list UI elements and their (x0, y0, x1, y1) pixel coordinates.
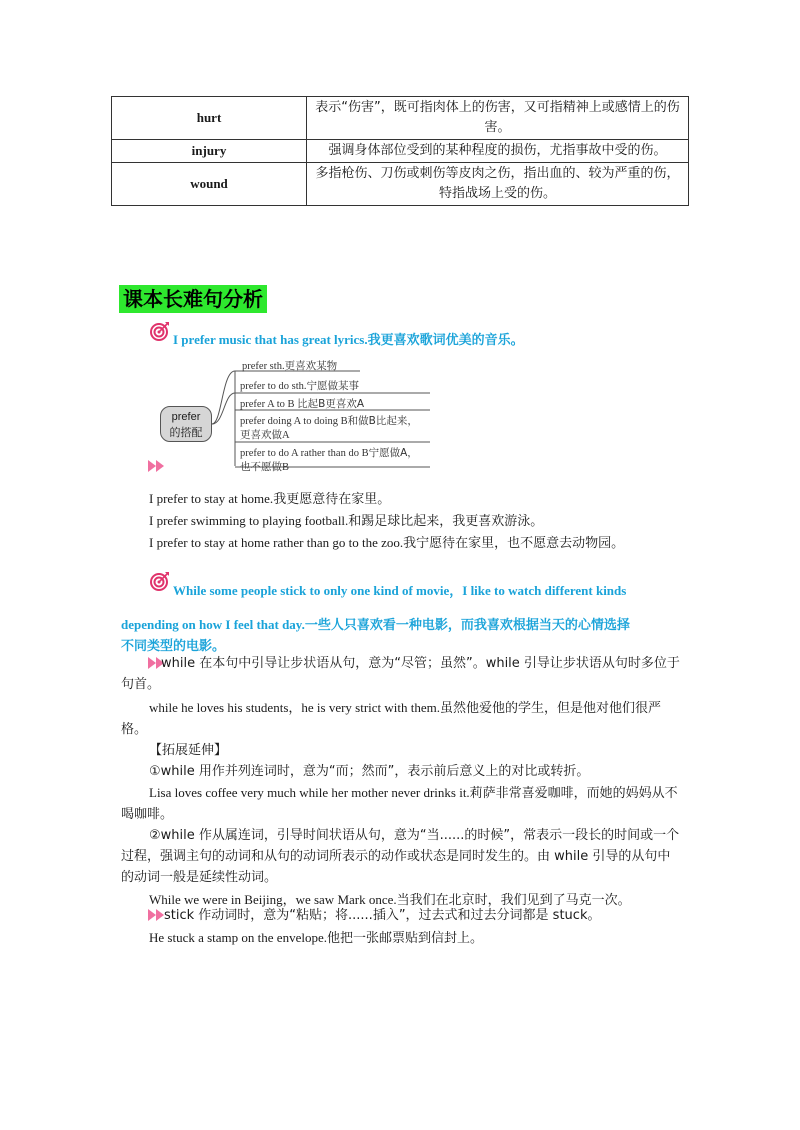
sentence-2-cn: 一些人只喜欢看一种电影，而我喜欢根据当天的心情选择 (304, 618, 630, 633)
double-arrow-icon (148, 460, 166, 472)
center-line-2: 的搭配 (169, 426, 203, 439)
branch-en: prefer doing A to doing B (240, 416, 348, 427)
branch-cn: 比起B更喜欢A (297, 398, 365, 410)
while-example: while he loves his students，he is very strict with them.虽然他爱他的学生，但是他对他们很严格。 (121, 700, 662, 736)
example-en: I prefer swimming to playing football. (149, 513, 349, 528)
branch-en: prefer sth. (242, 361, 285, 372)
table-row (112, 140, 689, 163)
desc-cell: 多指枪伤、刀伤或刺伤等皮肉之伤，指出血的、较为严重的伤，特指战场上受的伤。 (307, 163, 689, 206)
sentence-2-line-2 (121, 614, 630, 633)
example-line (149, 488, 390, 507)
extension-title: 【拓展延伸】 (149, 743, 228, 758)
while-note: while 在本句中引导让步状语从句，意为“尽管；虽然”。while 引导让步状语从句时多位于句首。 (121, 656, 680, 692)
table-row (112, 163, 689, 206)
desc-cell: 强调身体部位受到的某种程度的损伤，尤指事故中受的伤。 (307, 140, 689, 163)
sentence-2-en: depending on how I feel that day. (121, 617, 305, 632)
word-cell: injury (112, 140, 307, 163)
sentence-1-heading (173, 329, 524, 348)
extension-1: ①while 用作并列连词时，意为“而；然而”，表示前后意义上的对比或转折。 (149, 764, 590, 779)
sentence-1-cn: 我更喜欢歌词优美的音乐。 (367, 333, 524, 348)
mindmap-branch (242, 358, 337, 373)
extension-2-example: While we were in Beijing，we saw Mark once.当我们在北京时，我们见到了马克一次。 (149, 892, 631, 907)
stick-note: stick 作动词时，意为“粘贴；将......插入”，过去式和过去分词都是 stuck。 (164, 908, 601, 923)
target-icon (150, 571, 170, 591)
word-cell: wound (112, 163, 307, 206)
example-cn: 我宁愿待在家里，也不愿意去动物园。 (403, 536, 625, 551)
mindmap-branch (240, 445, 418, 460)
mindmap-branch (240, 378, 359, 393)
branch-cn: 更喜欢某物 (284, 360, 338, 372)
word-comparison-table (111, 96, 689, 206)
example-line (149, 510, 543, 529)
table-row (112, 97, 689, 140)
branch-en: prefer A to B (240, 399, 295, 410)
example-cn: 我更愿意待在家里。 (273, 492, 391, 507)
prefer-mindmap (160, 356, 440, 476)
mindmap-center-node (160, 406, 212, 442)
sentence-2-line-1: While some people stick to only one kind of movie，I like to watch different kinds (173, 583, 627, 598)
example-en: I prefer to stay at home. (149, 491, 274, 506)
target-icon (150, 321, 170, 341)
mindmap-branch (240, 396, 364, 411)
branch-en: prefer to do A rather than do B (240, 448, 369, 459)
example-en: I prefer to stay at home rather than go to the zoo. (149, 535, 404, 550)
sentence-1-en: I prefer music that has great lyrics. (173, 332, 368, 347)
extension-2: ②while 作从属连词，引导时间状语从句，意为“当......的时候”，常表示一段长的时间或一个过程，强调主句的动词和从句的动词所表示的动作或状态是同时发生的。由 while 引导的从句中的动词一般是延续性动词。 (121, 828, 680, 885)
branch-en: prefer to do sth. (240, 381, 307, 392)
mindmap-branch-continued: 更喜欢做A (240, 430, 290, 441)
mindmap-branch (240, 413, 418, 428)
stick-example: He stuck a stamp on the envelope.他把一张邮票贴到信封上。 (149, 930, 483, 945)
desc-cell: 表示“伤害”，既可指肉体上的伤害，又可指精神上或感情上的伤害。 (307, 97, 689, 140)
mindmap-branch-continued: 也不愿做B (240, 462, 290, 473)
branch-cn: 宁愿做A， (368, 447, 418, 459)
example-line (149, 532, 624, 551)
center-line-1: prefer (171, 411, 201, 423)
branch-cn: 和做B比起来， (347, 415, 418, 427)
extension-1-example: Lisa loves coffee very much while her mother never drinks it.莉萨非常喜爱咖啡，而她的妈妈从不喝咖啡。 (121, 785, 678, 821)
section-title: 课本长难句分析 (119, 285, 267, 313)
example-cn: 和踢足球比起来，我更喜欢游泳。 (348, 514, 544, 529)
word-cell: hurt (112, 97, 307, 140)
sentence-2-line-3: 不同类型的电影。 (121, 638, 226, 653)
branch-cn: 宁愿做某事 (306, 380, 359, 392)
